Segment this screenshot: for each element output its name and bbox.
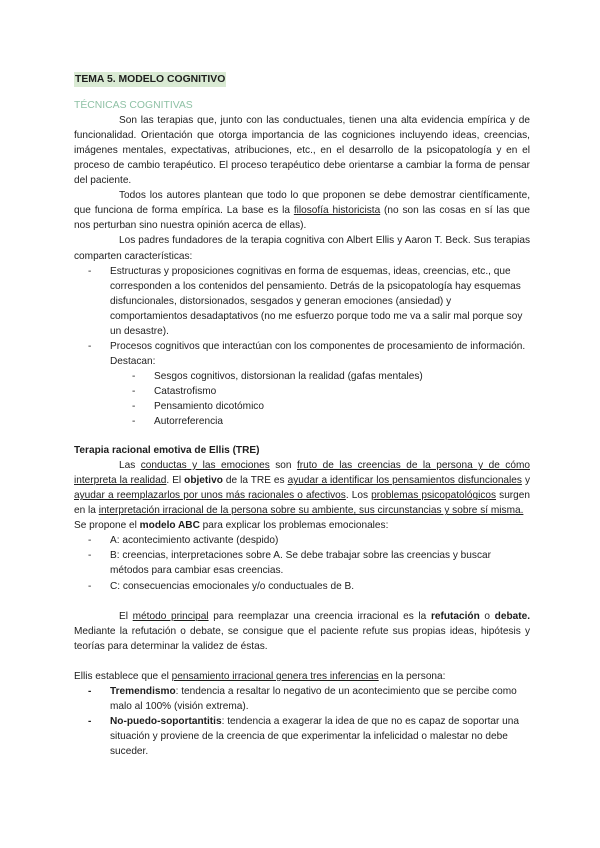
list-item: - Autorreferencia: [154, 414, 530, 429]
list-item: - Tremendismo: tendencia a resaltar lo negativo de un acontecimiento que se percibe como malo al 100% (visión extrema).: [110, 684, 530, 714]
paragraph-founders: Los padres fundadores de la terapia cognitiva con Albert Ellis y Aaron T. Beck. Sus terapias comparten características:: [74, 235, 530, 262]
paragraph-authors: Todos los autores plantean que todo lo que proponen se debe demostrar científicamente, que funciona de forma empírica. La base es la filosofía historicista (no son las cosas en sí las que nos perturban sino nuestra opinión acerca de ellas).: [74, 190, 530, 232]
list-item: - No-puedo-soportantitis: tendencia a exagerar la idea de que no es capaz de soportar una situación y proviene de la creencia de que experimentar la infelicidad o malestar no debe suceder.: [110, 714, 530, 759]
list-item: - Estructuras y proposiciones cognitivas en forma de esquemas, ideas, creencias, etc., que corresponden a los contenidos del pensamiento. Detrás de la psicopatología hay esquemas disfuncionales, distorsionados, sesgados y generan emociones (ansiedad) y comportamientos desadaptativos (no me esfuerzo porque todo me va a salir mal porque soy un desastre).: [110, 264, 530, 339]
list-item: - A: acontecimiento activante (despido): [110, 533, 530, 548]
abc-list: [74, 533, 530, 593]
paragraph-inferences: Ellis establece que el pensamiento irracional genera tres inferencias en la persona:: [74, 670, 446, 682]
paragraph-intro: Son las terapias que, junto con las conductuales, tienen una alta evidencia empírica y de funcionalidad. Orientación que otorga importancia de las cogniciones incluyendo ideas, creencias, imágenes mentales, expectativas, atribuciones, etc., en el desarrollo de la psicopatología y en el proceso de cambio terapéutico. El proceso terapéutico debe orientarse a cambiar la forma de pensar del paciente.: [74, 115, 530, 187]
processes-list: [110, 369, 530, 429]
paragraph-abc: Se propone el modelo ABC para explicar los problemas emocionales:: [74, 520, 389, 532]
list-item: - Sesgos cognitivos, distorsionan la realidad (gafas mentales): [154, 369, 530, 384]
list-item: - C: consecuencias emocionales y/o conductuales de B.: [110, 579, 530, 594]
paragraph-method: El método principal para reemplazar una creencia irracional es la refutación o debate. Mediante la refutación o debate, se consigue que el paciente refute sus propias ideas, hipótesis y teorías para determinar la validez de éstas.: [74, 610, 531, 652]
heading-tre: Terapia racional emotiva de Ellis (TRE): [74, 445, 260, 457]
inferences-list: [74, 684, 530, 759]
document-page: [74, 72, 530, 759]
link-filosofia: filosofía historicista: [293, 205, 381, 217]
list-item: - Procesos cognitivos que interactúan con los componentes de procesamiento de información. Destacan: - Sesgos cognitivos, distorsionan la realidad (gafas mentales) - Catastrofismo - Pensamiento dicotómico - Autorreferencia: [110, 339, 530, 429]
characteristics-list: [74, 264, 530, 430]
list-item: - Catastrofismo: [154, 384, 530, 399]
list-item: - B: creencias, interpretaciones sobre A. Se debe trabajar sobre las creencias y buscar métodos para cambiar esas creencias.: [110, 548, 530, 578]
page-title: TEMA 5. MODELO COGNITIVO: [74, 72, 226, 87]
section-subtitle: TÉCNICAS COGNITIVAS: [74, 100, 193, 112]
list-item: - Pensamiento dicotómico: [154, 399, 530, 414]
paragraph-tre: Las conductas y las emociones son fruto de las creencias de la persona y de cómo interpreta la realidad. El objetivo de la TRE es ayudar a identificar los pensamientos disfuncionales y ayudar a reemplazarlos por unos más racionales o afectivos. Los problemas psicopatológicos surgen en la interpretación irracional de la persona sobre su ambiente, sus circunstancias y sobre sí misma.: [74, 460, 531, 517]
